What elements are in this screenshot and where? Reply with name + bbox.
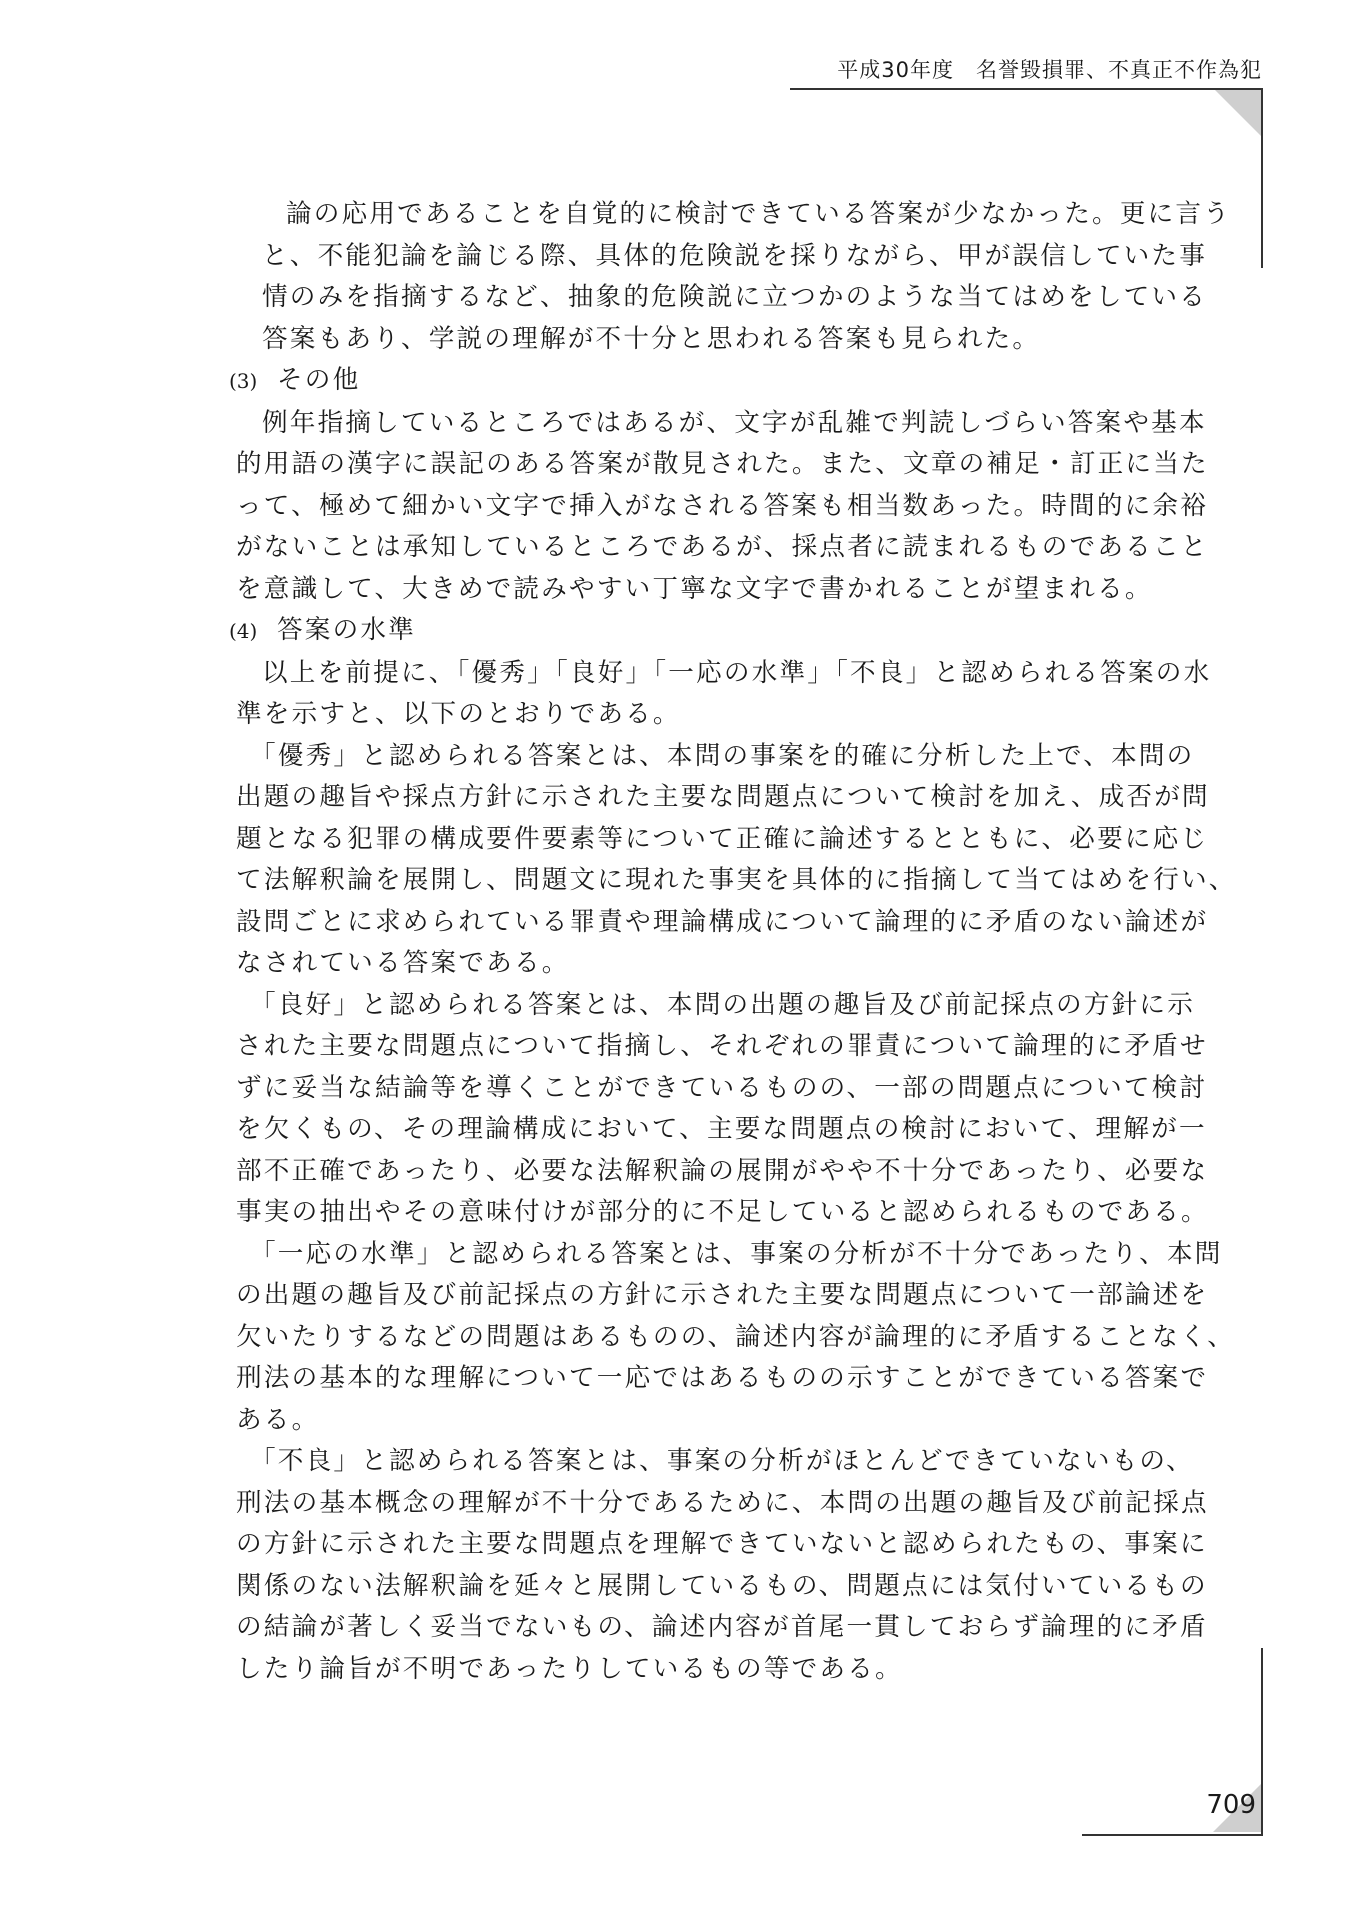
text-line: 「優秀」と認められる答案とは、本問の事案を的確に分析した上で、本問の — [250, 740, 1195, 771]
page-number: 709 — [1206, 1790, 1256, 1820]
text-line: を意識して、大きめで読みやすい丁寧な文字で書かれることが望まれる。 — [236, 573, 1153, 604]
text-line: を欠くもの、その理論構成において、主要な問題点の検討において、理解が一 — [236, 1114, 1207, 1144]
text-line: 「良好」と認められる答案とは、本問の出題の趣旨及び前記採点の方針に示 — [250, 989, 1195, 1020]
section-number: (4) — [229, 619, 258, 643]
header-rule — [790, 88, 1263, 90]
side-line-top — [1261, 88, 1263, 268]
section-title: 答案の水準 — [277, 615, 416, 645]
text-line: 的用語の漢字に誤記のある答案が散見された。また、文章の補足・訂正に当た — [236, 449, 1209, 479]
text-line: 関係のない法解釈論を延々と展開しているもの、問題点には気付いているもの — [236, 1570, 1208, 1601]
text-line: 欠いたりするなどの問題はあるものの、論述内容が論理的に矛盾することなく、 — [236, 1321, 1236, 1352]
text-line: したり論旨が不明であったりしているもの等である。 — [236, 1653, 903, 1684]
side-line-bottom — [1261, 1648, 1263, 1836]
body-text — [229, 194, 1237, 1690]
section-title: その他 — [277, 365, 361, 395]
text-line: 答案もあり、学説の理解が不十分と思われる答案も見られた。 — [262, 323, 1041, 354]
text-line: 「一応の水準」と認められる答案とは、事案の分析が不十分であったり、本問 — [250, 1238, 1223, 1269]
text-line: 「不良」と認められる答案とは、事案の分析がほとんどできていないもの、 — [250, 1446, 1194, 1476]
header-title: 平成30年度 名誉毀損罪、不真正不作為犯 — [837, 58, 1262, 82]
text-line: 準を示すと、以下のとおりである。 — [236, 699, 681, 729]
text-line: 題となる犯罪の構成要件要素等について正確に論述するとともに、必要に応じ — [236, 823, 1209, 854]
text-line: と、不能犯論を論じる際、具体的危険説を採りながら、甲が誤信していた事 — [262, 240, 1207, 271]
footer-rule — [1082, 1834, 1263, 1836]
text-line: って、極めて細かい文字で挿入がなされる答案も相当数あった。時間的に余裕 — [236, 490, 1209, 521]
section-heading-4 — [229, 610, 1224, 653]
text-line: 設問ごとに求められている罪責や理論構成について論理的に矛盾のない論述が — [236, 906, 1209, 937]
text-line: 以上を前提に、「優秀」「良好」「一応の水準」「不良」と認められる答案の水 — [262, 657, 1212, 688]
text-line: の方針に示された主要な問題点を理解できていないと認められたもの、事案に — [236, 1529, 1208, 1559]
text-line: ずに妥当な結論等を導くことができているものの、一部の問題点について検討 — [236, 1072, 1208, 1103]
text-line: 論の応用であることを自覚的に検討できている答案が少なかった。更に言う — [286, 199, 1231, 229]
text-line: て法解釈論を展開し、問題文に現れた事実を具体的に指摘して当てはめを行い、 — [236, 865, 1237, 895]
section-number: (3) — [229, 369, 258, 393]
text-line: 情のみを指摘するなど、抽象的危険説に立つかのような当てはめをしている — [262, 282, 1207, 312]
text-line: 刑法の基本的な理解について一応ではあるものの示すことができている答案で — [236, 1363, 1209, 1393]
corner-fold-top — [1215, 90, 1263, 138]
text-line: なされている答案である。 — [236, 948, 570, 978]
text-line: 事実の抽出やその意味付けが部分的に不足していると認められるものである。 — [236, 1197, 1209, 1227]
text-line: がないことは承知しているところであるが、採点者に読まれるものであること — [236, 532, 1209, 562]
text-line: 出題の趣旨や採点方針に示された主要な問題点について検討を加え、成否が問 — [236, 782, 1210, 812]
text-line: 刑法の基本概念の理解が不十分であるために、本問の出題の趣旨及び前記採点 — [236, 1487, 1209, 1518]
text-line: された主要な問題点について指摘し、それぞれの罪責について論理的に矛盾せ — [236, 1031, 1208, 1061]
section-heading-3 — [229, 360, 1224, 403]
text-line: の出題の趣旨及び前記採点の方針に示された主要な問題点について一部論述を — [236, 1280, 1209, 1310]
text-line: の結論が著しく妥当でないもの、論述内容が首尾一貫しておらず論理的に矛盾 — [236, 1612, 1208, 1642]
text-line: 例年指摘しているところではあるが、文字が乱雑で判読しづらい答案や基本 — [262, 407, 1207, 438]
text-line: 部不正確であったり、必要な法解釈論の展開がやや不十分であったり、必要な — [236, 1155, 1209, 1186]
text-line: ある。 — [236, 1404, 320, 1435]
